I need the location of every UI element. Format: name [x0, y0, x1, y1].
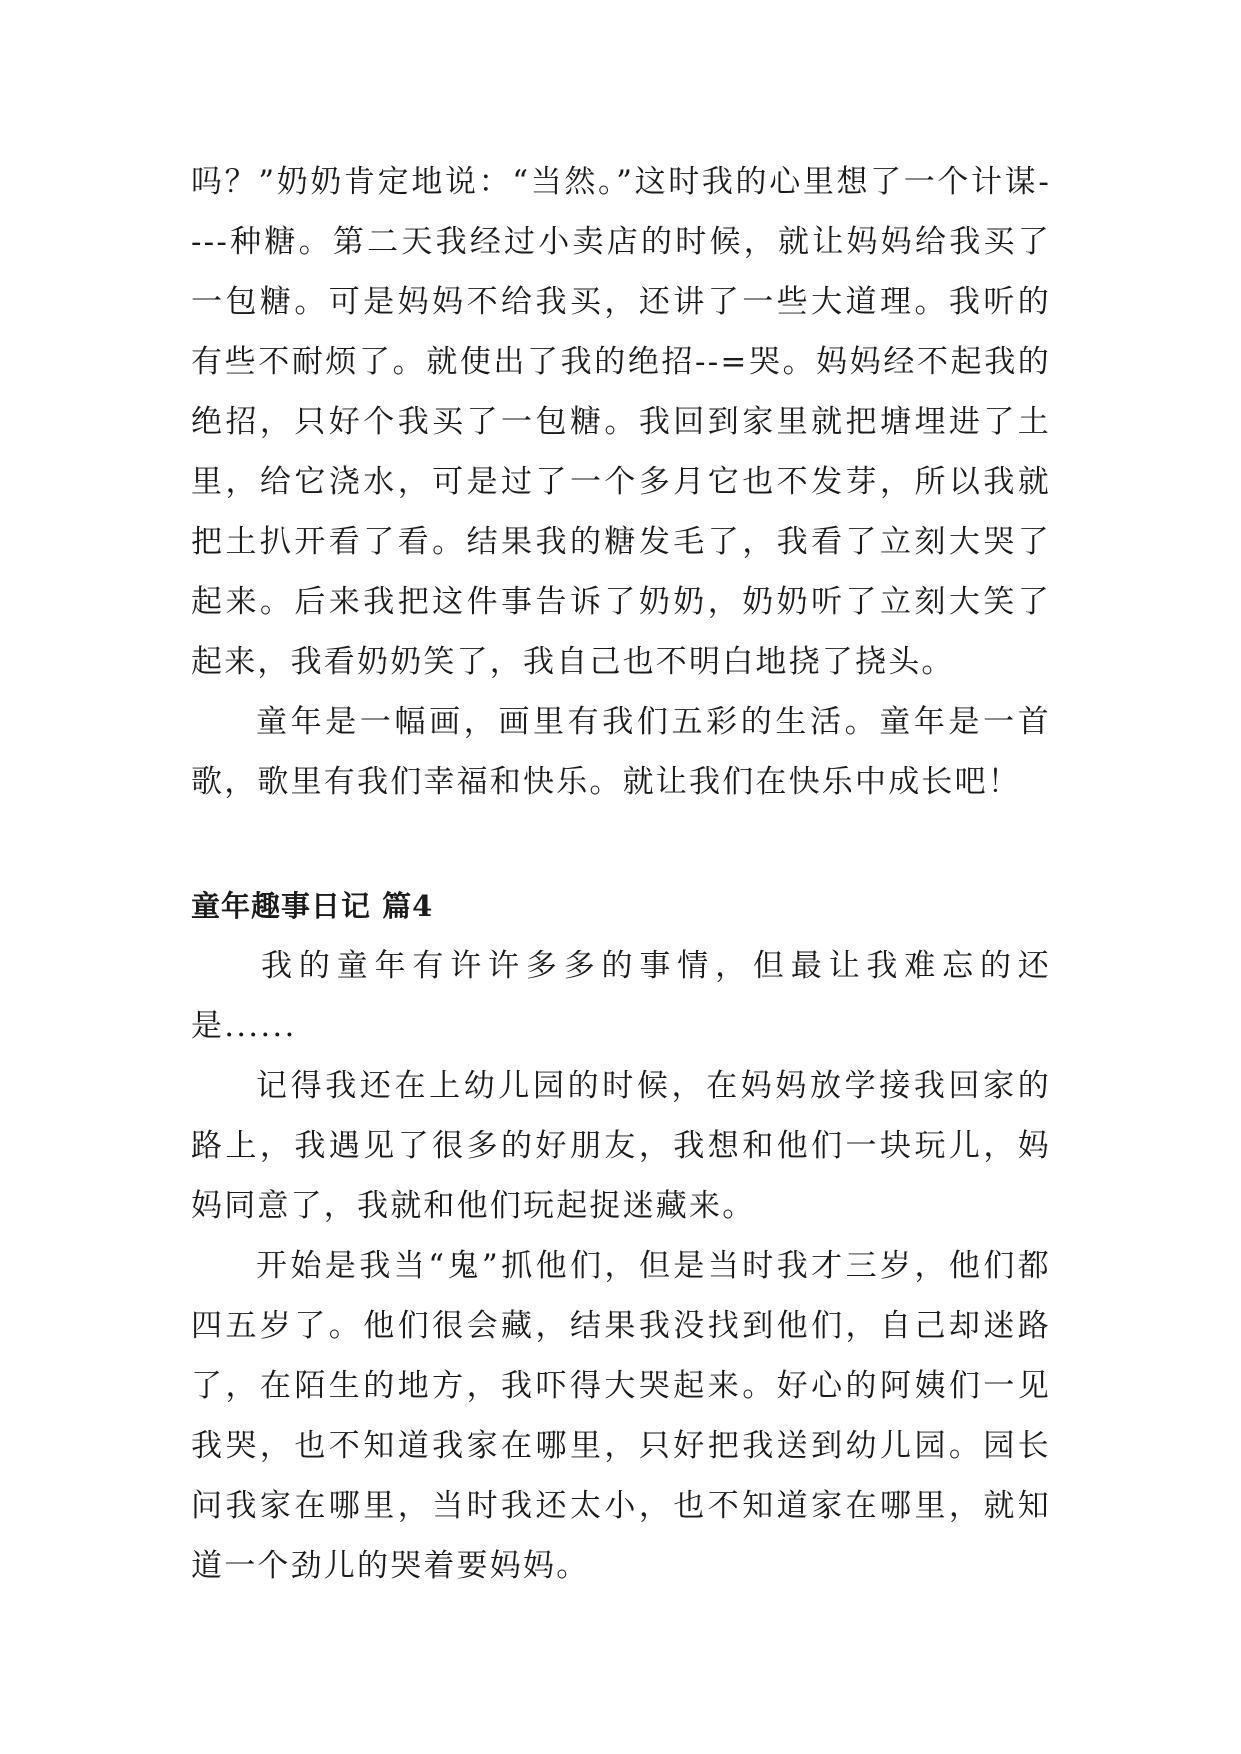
story-paragraph: 吗？”奶奶肯定地说：“当然。”这时我的心里想了一个计谋----种糖。第二天我经过小卖店的时候，就让妈妈给我买了一包糖。可是妈妈不给我买，还讲了一些大道理。我听的有些不耐烦了。就使出了我的绝招--=哭。妈妈经不起我的绝招，只好个我买了一包糖。我回到家里就把塘埋进了土里，给它浇水，可是过了一个多月它也不发芽，所以我就把土扒开看了看。结果我的糖发毛了，我看了立刻大哭了起来。后来我把这件事告诉了奶奶，奶奶听了立刻大笑了起来，我看奶奶笑了，我自己也不明白地挠了挠头。 [191, 164, 1051, 680]
document-body [191, 152, 1051, 1596]
story-paragraph: 开始是我当“鬼”抓他们，但是当时我才三岁，他们都四五岁了。他们很会藏，结果我没找到他们，自己却迷路了，在陌生的地方，我吓得大哭起来。好心的阿姨们一见我哭，也不知道我家在哪里，只好把我送到幼儿园。园长问我家在哪里，当时我还太小，也不知道家在哪里，就知道一个劲儿的哭着要妈妈。 [191, 1248, 1051, 1584]
conclusion-paragraph: 童年是一幅画，画里有我们五彩的生活。童年是一首歌，歌里有我们幸福和快乐。就让我们在快乐中成长吧！ [191, 704, 1051, 800]
section-heading: 童年趣事日记 篇4 [191, 889, 434, 923]
story-paragraph: 记得我还在上幼儿园的时候，在妈妈放学接我回家的路上，我遇见了很多的好朋友，我想和他们一块玩儿，妈妈同意了，我就和他们玩起捉迷藏来。 [191, 1068, 1051, 1224]
intro-paragraph: 我的童年有许许多多的事情，但最让我难忘的还是...... [191, 948, 1051, 1044]
